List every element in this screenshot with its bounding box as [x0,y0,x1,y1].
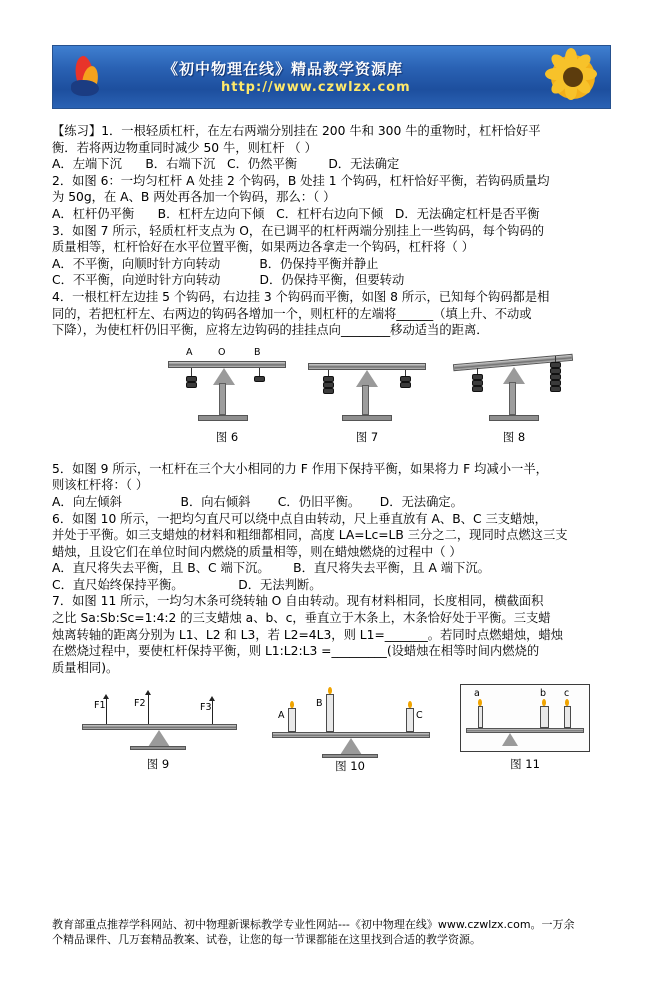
footer-line-2: 个精品课件、几万套精品教案、试卷，让您的每一节课都能在这里找到合适的教学资源。 [52,933,481,946]
figure-10-caption: 图 10 [335,759,365,774]
figure-7-stand [362,385,369,415]
figure-10-flame-C [408,701,412,708]
figure-7-caption: 图 7 [355,429,379,444]
figure-6-label-B: B [254,346,261,358]
figure-7-weight-left-3 [323,388,334,394]
figure-6-hook-right [259,368,260,376]
figure-9-force-2-line [148,692,149,724]
figure-11 [452,684,602,774]
figure-6-beam [168,361,286,368]
question-7-line-1: 7．如图 11 所示，一均匀木条可绕转轴 O 自由转动。现有材料相同，长度相同，横截面积 [52,594,544,609]
figure-11-caption: 图 11 [510,757,540,772]
figure-11-label-b: b [540,688,547,700]
figure-7-weight-right-2 [400,382,411,388]
question-3-options-cd: C．不平衡，向逆时针方向转动 D．仍保持平衡，但要转动 [52,273,405,288]
question-7-line-5: 质量相同)。 [52,660,119,675]
question-5-options: A．向左倾斜 B．向右倾斜 C．仍旧平衡。 D．无法确定。 [52,494,463,509]
figure-10-candle-C [406,708,414,732]
figure-9-force-1-line [106,696,107,724]
figure-9-label-F3: F3 [200,702,212,714]
figure-10-fulcrum [340,738,362,755]
figure-6-stand [219,383,226,415]
question-4-line-3: 下降），为使杠杆仍旧平衡，应将左边钩码的挂挂点向________移动适当的距离． [52,323,489,338]
figure-10-flame-B [328,687,332,694]
figure-7-hook-left [328,370,329,376]
figure-11-fulcrum [502,733,518,746]
figure-11-candle-a [478,706,483,728]
figure-8-weight-left-3 [472,386,483,392]
flame-logo-icon [67,54,113,100]
figure-10-flame-A [290,701,294,708]
figure-7 [302,347,432,447]
site-banner [52,45,611,109]
figure-11-candle-c [564,706,571,728]
banner-inner [53,46,610,108]
document-page [0,45,661,981]
figure-8-caption: 图 8 [502,429,526,444]
sunflower-icon [546,50,600,104]
question-4-line-2: 同的，若把杠杆左、右两边的钩码各增加一个，则杠杆的左端将______（填上升、不动或 [52,306,532,321]
question-5-line-2: 则该杠杆将：（ ） [52,478,149,493]
figure-8-weight-right-2 [550,368,561,374]
question-6-options-cd: C．直尺始终保持平衡。 D．无法判断。 [52,577,322,592]
figure-8-hook-left [477,368,478,374]
question-1-line-1: 【练习】1．一根轻质杠杆，在左右两端分别挂在 200 牛和 300 牛的重物时，杠杆恰好平 [52,124,541,138]
figure-row-candle-group [52,684,609,780]
figure-7-weight-left-2 [323,382,334,388]
figure-9-force-2-arrow [145,690,151,695]
banner-url: http://www.czwlzx.com [221,80,411,95]
question-7-line-3: 烛离转轴的距离分别为 L1、L2 和 L3，若 L2=4L3，则 L1=_______。若同时点燃蜡烛，蜡烛 [52,627,564,642]
footer-line-1: 教育部重点推荐学科网站、初中物理新课标教学专业性网站---《初中物理在线》www.czwlzx.com。一万余 [52,918,575,931]
figure-8-weight-left-1 [472,374,483,380]
page-footer [52,917,612,947]
figure-row-lever-group [52,347,609,455]
figure-6-base [198,415,248,421]
figure-10-label-B: B [316,698,323,710]
question-5-line-1: 5．如图 9 所示，一杠杆在三个大小相同的力 F 作用下保持平衡，如果将力 F 均减小一半， [52,461,548,476]
figure-7-weight-right-1 [400,376,411,382]
figure-11-label-a: a [474,688,480,700]
question-4-line-1: 4．一根杠杆左边挂 5 个钩码，右边挂 3 个钩码而平衡，如图 8 所示，已知每个钩码都是相 [52,289,550,304]
figure-7-beam [308,363,426,370]
figure-9-force-3-line [212,698,213,724]
figure-11-candle-b [540,706,549,728]
figure-8-weight-right-3 [550,374,561,380]
figure-9-label-F1: F1 [94,700,106,712]
figure-6 [162,347,292,447]
figure-9-label-F2: F2 [134,698,146,710]
figure-8-base [489,415,539,421]
figure-11-label-c: c [564,688,570,700]
figure-7-base [342,415,392,421]
figure-8 [447,347,587,447]
question-6-line-3: 蜡烛，且设它们在单位时间内燃烧的质量相等，则在蜡烛燃烧的过程中（ ） [52,544,462,559]
figure-7-hook-right [405,370,406,376]
figure-6-label-A: A [186,346,193,358]
figure-8-weight-right-5 [550,386,561,392]
exercise-content-2 [52,461,609,677]
figure-7-weight-left-1 [323,376,334,382]
figure-9-base [130,746,186,750]
question-1-options: A．左端下沉 B．右端下沉 C．仍然平衡 D．无法确定 [52,157,400,172]
figure-10-label-A: A [278,710,285,722]
figure-6-weight-right-1 [254,376,265,382]
question-3-line-1: 3．如图 7 所示，轻质杠杆支点为 O，在已调平的杠杆两端分别挂上一些钩码，每个钩码的 [52,223,545,238]
question-7-line-2: 之比 Sa:Sb:Sc=1:4:2 的三支蜡烛 a、b、c，垂直立于木条上，木条恰好处于平衡。三支蜡 [52,611,551,626]
question-3-options-ab: A．不平衡，向顺时针方向转动 B．仍保持平衡并静止 [52,256,379,271]
question-6-line-2: 并处于平衡。如三支蜡烛的材料和粗细都相同，高度 LA=Lc=LB 三分之二，现同时点燃这三支 [52,528,568,543]
figure-8-hook-right [555,356,556,362]
banner-title: 《初中物理在线》精品教学资源库 [163,60,404,78]
figure-9-force-3-arrow [209,696,215,701]
question-6-options-ab: A．直尺将失去平衡，且 B、C 端下沉。 B．直尺将失去平衡，且 A 端下沉。 [52,561,490,576]
figure-10-candle-B [326,694,334,732]
exercise-content [52,123,609,339]
question-2-line-1: 2．如图 6：一均匀杠杆 A 处挂 2 个钩码，B 处挂 1 个钩码，杠杆恰好平衡，若钩码质量均 [52,173,550,188]
question-7-line-4: 在燃烧过程中，要使杠杆保持平衡，则 L1:L2:L3 =_________(设蜡烛在相等时间内燃烧的 [52,644,540,659]
figure-8-stand [509,382,516,415]
question-3-line-2: 质量相等，杠杆恰好在水平位置平衡，如果两边各拿走一个钩码，杠杆将（ ） [52,240,475,255]
question-1-line-2: 衡．若将两边物重同时减少 50 牛，则杠杆 （ ） [52,140,317,155]
figure-6-caption: 图 6 [215,429,239,444]
figure-6-weight-left-2 [186,382,197,388]
figure-11-beam [466,728,584,733]
figure-10 [264,684,439,774]
figure-6-weight-left-1 [186,376,197,382]
figure-10-label-C: C [416,710,423,722]
question-2-options: A．杠杆仍平衡 B．杠杆左边向下倾 C．杠杆右边向下倾 D．无法确定杠杆是否平衡 [52,206,540,221]
figure-6-label-O: O [218,346,226,358]
question-6-line-1: 6．如图 10 所示，一把均匀直尺可以绕中点自由转动，尺上垂直放有 A、B、C 三支蜡烛， [52,511,547,526]
figure-9-force-1-arrow [103,694,109,699]
figure-9 [72,684,247,774]
figure-8-weight-right-4 [550,380,561,386]
question-2-line-2: 为 50g，在 A、B 两处再各加一个钩码，那么：（ ） [52,190,336,205]
figure-9-caption: 图 9 [146,757,170,772]
figure-9-fulcrum [148,730,170,747]
figure-10-candle-A [288,708,296,732]
figure-8-weight-right-1 [550,362,561,368]
figure-8-weight-left-2 [472,380,483,386]
figure-6-hook-left [191,368,192,376]
